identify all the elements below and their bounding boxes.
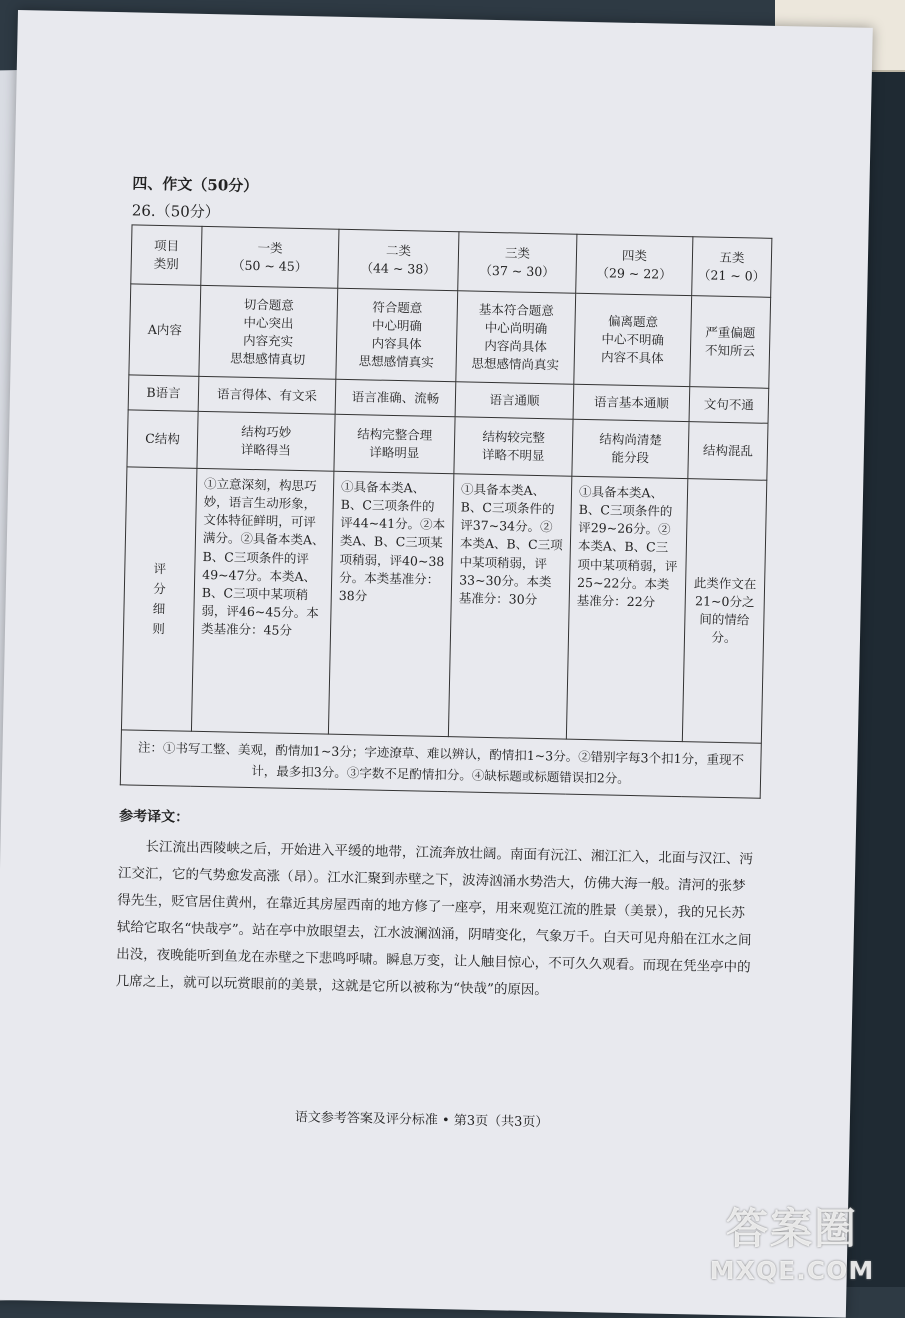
- table-cell: 结构混乱: [688, 422, 768, 481]
- row-label: C结构: [127, 410, 198, 468]
- cell-line: 基本符合题意: [478, 301, 554, 319]
- table-cell: [199, 285, 338, 379]
- page-content: [115, 172, 782, 1008]
- category-header-2: [338, 229, 459, 291]
- table-cell: [456, 291, 576, 384]
- table-cell: [572, 419, 689, 478]
- table-cell: 语言准确、流畅: [335, 379, 456, 417]
- category-name: 二类: [385, 242, 412, 259]
- category-range: （44 ~ 38）: [360, 260, 436, 277]
- category-name: 一类: [257, 239, 283, 256]
- category-header-1: [201, 226, 339, 288]
- table-cell: 文句不通: [689, 387, 769, 424]
- cell-line: 详略得当: [240, 441, 291, 458]
- cell-line: 内容尚具体: [484, 337, 547, 355]
- cell-line: 不知所云: [704, 342, 756, 359]
- cell-line: 详略明显: [369, 444, 420, 461]
- category-range: （37 ~ 30）: [479, 262, 555, 280]
- detail-cell: 此类作文在21~0分之间的情给分。: [682, 479, 766, 744]
- table-cell: [334, 414, 455, 474]
- cell-line: 中心突出: [243, 314, 294, 331]
- corner-label-item: 项目: [153, 237, 180, 254]
- cell-line: 中心明确: [371, 317, 423, 334]
- row-label: [121, 467, 196, 731]
- detail-cell: ①具备本类A、B、C三项条件的评44~41分。②本类A、B、C三项某项稍弱，评40~38分。本类基准分：38分: [328, 471, 453, 736]
- cell-line: 结构完整合理: [357, 426, 433, 443]
- category-name: 四类: [621, 247, 648, 264]
- watermark-site: MXQE.COM: [709, 1256, 875, 1285]
- content-row: [129, 284, 771, 388]
- table-cell: [454, 417, 573, 476]
- cell-line: 严重偏题: [705, 324, 756, 341]
- cell-line: 结构巧妙: [241, 423, 292, 440]
- watermark-logo: 答案圈: [725, 1204, 858, 1253]
- category-name: 三类: [504, 245, 531, 261]
- page-footer: 语文参考答案及评分标准 • 第3页（共3页）: [294, 1110, 549, 1131]
- cell-line: 内容不具体: [600, 349, 664, 366]
- cell-line: 结构较完整: [482, 428, 546, 446]
- category-name: 五类: [719, 249, 745, 266]
- cell-line: 切合题意: [243, 296, 295, 313]
- cell-line: 偏离题意: [607, 313, 659, 330]
- detail-cell: ①具备本类A、B、C三项条件的评29~26分。②本类A、B、C三项中某项稍弱，评25~22分。本类基准分：22分: [566, 476, 687, 741]
- category-range: （50 ~ 45）: [231, 257, 308, 275]
- section-title: 四、作文（50分）: [132, 174, 259, 196]
- note-text: 注：①书写工整、美观，酌情加1~3分；字迹潦草、难以辨认，酌情扣1~3分。②错别字每3个扣1分，重现不计，最多扣3分。③字数不足酌情扣分。④缺标题或标题错误扣2分。: [120, 730, 761, 798]
- cell-line: 符合题意: [372, 299, 423, 316]
- row-label: B语言: [128, 375, 199, 411]
- category-range: （21 ~ 0）: [697, 267, 766, 284]
- question-title: 26.（50分）: [131, 201, 220, 222]
- reference-translation: 长江流出西陵峡之后，开始进入平缓的地带，江流奔放壮阔。南面有沅江、湘江汇入，北面与汉江、沔江交汇，它的气势愈发高涨（昂）。江水汇聚到赤壁之下，波涛汹涌水势浩大，仿佛大海一般。清河的张梦得先生，贬官居住黄州，在靠近其房屋西南的地方修了一座亭，用来观览江流的胜景（美景），我的兄长苏轼给它取名“快哉亭”。站在亭中放眼望去，江水波澜汹涌，阴晴变化，气象万千。白天可见舟船在江水之间出没，夜晚能听到鱼龙在赤壁之下悲鸣呼啸。瞬息万变，让人触目惊心，不可久久观看。而现在凭坐亭中的几席之上，就可以玩赏眼前的美景，这就是它所以被称为“快哉”的原因。: [115, 838, 754, 999]
- cell-line: 内容具体: [371, 335, 422, 352]
- cell-line: 思想感情尚真实: [471, 355, 560, 373]
- category-header-4: [576, 234, 693, 295]
- detail-row: [121, 467, 766, 743]
- category-header-5: [692, 237, 772, 298]
- cell-line: 详略不明显: [481, 446, 545, 464]
- table-cell: [197, 411, 335, 471]
- watermark: [697, 1196, 887, 1285]
- reference-title: 参考译文：: [118, 808, 190, 826]
- cell-line: 思想感情真实: [358, 353, 434, 370]
- cell-line: 思想感情真切: [230, 350, 306, 368]
- detail-cell: ①立意深刻，构思巧妙，语言生动形象，文体特征鲜明，可评满分。②具备本类A、B、C三项条件的评49~47分。本类A、B、C三项中某项稍弱，评46~45分。本类基准分：45分: [191, 468, 333, 734]
- table-cell: 语言得体、有文采: [198, 376, 336, 414]
- detail-label: 评分细则: [152, 560, 167, 637]
- cell-line: 中心尚明确: [484, 319, 548, 337]
- table-cell: [336, 288, 458, 381]
- corner-label-category: 类别: [153, 255, 179, 272]
- cell-line: 结构尚清楚: [599, 431, 663, 448]
- cell-line: 能分段: [611, 449, 650, 466]
- scoring-rubric-table: [120, 224, 773, 798]
- table-cell: [690, 296, 771, 389]
- answer-sheet-page: [0, 10, 873, 1318]
- category-header-3: [458, 232, 577, 293]
- row-label: A内容: [129, 284, 201, 376]
- table-cell: [574, 293, 692, 386]
- detail-cell: ①具备本类A、B、C三项条件的评37~34分。②本类A、B、C三项中某项稍弱，评33~30分。本类基准分：30分: [448, 474, 571, 739]
- table-cell: 语言基本通顺: [573, 384, 690, 421]
- category-range: （29 ~ 22）: [596, 265, 672, 282]
- table-cell: 语言通顺: [455, 382, 574, 419]
- corner-cell: [131, 225, 202, 285]
- cell-line: 内容充实: [242, 332, 294, 349]
- cell-line: 中心不明确: [601, 331, 665, 348]
